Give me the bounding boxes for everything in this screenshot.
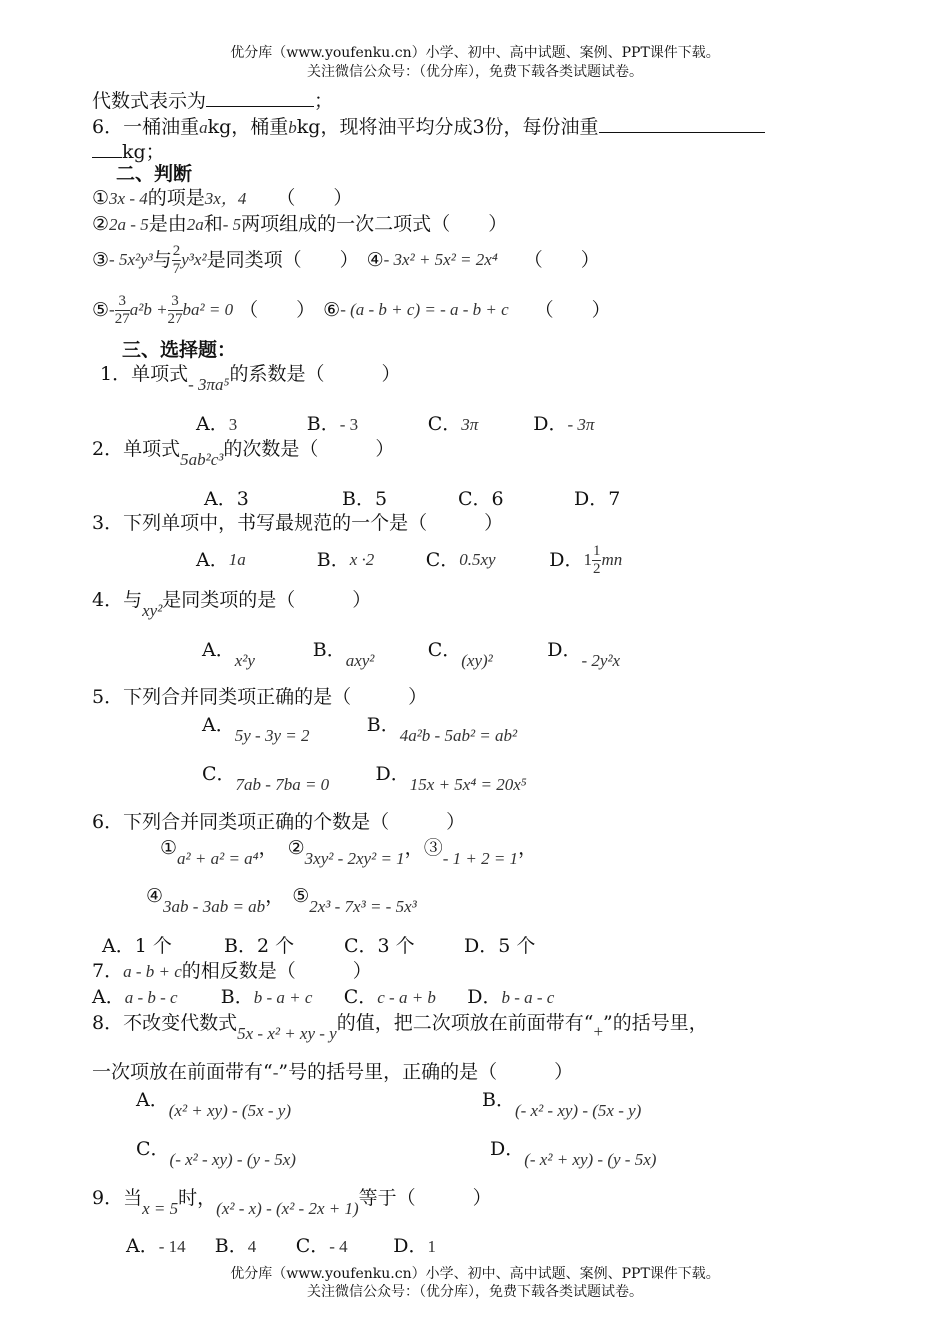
question-number: 6．: [92, 811, 124, 833]
fraction: [115, 293, 130, 328]
fill-q6-text-a: 一桶油重: [123, 116, 200, 138]
math-expr: ba² = 0: [182, 300, 234, 319]
question-text: 下列合并同类项正确的是（ ）: [123, 686, 428, 708]
option-c-label: C．: [136, 1138, 170, 1160]
item-number: ⑤: [92, 299, 110, 321]
separator: ，: [518, 837, 538, 859]
option-a-value: x²y: [234, 651, 255, 670]
judge-item-5-6: [92, 290, 611, 330]
question-text: 的值，把二次项放在前面带有“: [336, 1012, 594, 1034]
option-d: D．5 个: [464, 935, 536, 957]
choice-q6-items-1: [160, 836, 538, 868]
item-number: ④: [366, 249, 384, 271]
math-expr: (x² - x) - (x² - 2x + 1): [216, 1199, 359, 1218]
denominator: 7: [172, 260, 181, 277]
option-b-label: B．: [482, 1089, 515, 1111]
answer-paren: （ ）: [431, 213, 508, 235]
option-b: B．5: [342, 488, 388, 510]
math-expr: x = 5: [142, 1199, 179, 1218]
option-d-value: 15x + 5x⁴ = 20x⁵: [409, 775, 527, 794]
option-b-label: B．: [214, 1235, 248, 1257]
separator: ，: [404, 837, 424, 859]
item-text: 的项是: [147, 187, 205, 209]
option-b-label: B．: [366, 714, 400, 736]
item-number: ⑥: [323, 299, 341, 321]
math-expr: 3x，4: [204, 189, 247, 208]
option-d-label: D．: [547, 639, 582, 661]
fill-q6-text-c: kg，现将油平均分成3份，每份油重: [296, 116, 599, 138]
choice-q9: [92, 1186, 492, 1218]
fraction: [168, 293, 183, 328]
choice-q7: [92, 959, 372, 984]
math-expr: - 3x² + 5x² = 2x⁴: [383, 250, 498, 269]
question-number: 3．: [92, 512, 124, 534]
option-a-label: A．: [196, 413, 229, 435]
option-c-value: - 4: [329, 1237, 348, 1256]
math-expr: - 5x²y³: [109, 250, 153, 269]
math-expr: - (a - b + c) = - a - b + c: [340, 300, 509, 319]
choice-q6-items-2: [146, 884, 417, 916]
option-b-value: 4a²b - 5ab² = ab²: [399, 726, 518, 745]
option-d-label: D．: [375, 763, 410, 785]
math-expr: 5x - x² + xy - y: [237, 1024, 337, 1043]
fill-q5-end: ；: [314, 90, 334, 112]
item-number: ③: [423, 837, 443, 859]
item-text: 与: [152, 249, 172, 271]
choice-q4: [92, 588, 372, 620]
option-c-label: C．: [202, 763, 236, 785]
math-expr: - 5: [222, 215, 242, 234]
option-c-value: 3π: [461, 415, 479, 434]
question-text: 不改变代数式: [123, 1012, 238, 1034]
fraction: [592, 543, 602, 578]
option-a-label: A．: [92, 986, 125, 1008]
item-number: ⑤: [292, 885, 310, 907]
item-number: ①: [92, 187, 110, 209]
question-number: 5．: [92, 686, 124, 708]
option-c-value: 0.5xy: [459, 550, 496, 569]
option-b-label: B．: [306, 413, 340, 435]
page-header-line2: 关注微信公众号：（优分库），免费下载各类试题试卷。: [307, 64, 643, 80]
denominator: 2: [592, 560, 601, 577]
choice-q8-cont: [92, 1060, 573, 1085]
option-d-label: D．: [490, 1138, 525, 1160]
item-number: ①: [160, 837, 178, 859]
question-number: 8．: [92, 1012, 124, 1034]
option-b-label: B．: [312, 639, 346, 661]
question-text: 的系数是（ ）: [229, 363, 401, 385]
math-expr: 2a - 5: [109, 215, 149, 234]
option-c-label: C．: [427, 639, 462, 661]
option-d-value: 1: [427, 1237, 436, 1256]
item-number: ②: [287, 837, 305, 859]
math-expr: y³x²: [181, 250, 207, 269]
option-c-label: C．: [295, 1235, 330, 1257]
choice-q4-options: [202, 638, 621, 670]
choice-q5-options-cd: [202, 762, 527, 794]
option-b-value: b - a + c: [253, 988, 313, 1007]
plus-sign: +: [593, 1022, 604, 1041]
option-a: A．3: [204, 488, 249, 510]
math-expr: a²b +: [129, 300, 168, 319]
option-b-label: B．: [316, 549, 350, 571]
choice-q2-options: [204, 487, 620, 511]
option-d-value: (- x² + xy) - (y - 5x): [524, 1150, 657, 1169]
math-expr: 2x³ - 7x³ = - 5x³: [309, 897, 417, 916]
option-b-value: axy²: [345, 651, 375, 670]
question-number: 7．: [92, 960, 124, 982]
math-expr: 5ab²c³: [180, 450, 224, 469]
question-text: 单项式: [123, 438, 181, 460]
option-a-value: 1a: [228, 550, 246, 569]
choice-q5: [92, 685, 427, 709]
page-footer-line1: 优分库（www.youfenku.cn）小学、初中、高中试题、案例、PPT课件下载。: [230, 1266, 720, 1282]
page-footer-line2: 关注微信公众号：（优分库），免费下载各类试题试卷。: [307, 1284, 643, 1300]
item-number: ③: [92, 249, 110, 271]
option-a-value: - 14: [158, 1237, 186, 1256]
numerator: 2: [172, 242, 181, 259]
option-a-label: A．: [202, 639, 235, 661]
math-expr: 3x - 4: [109, 189, 148, 208]
choice-q6-options: [102, 934, 535, 958]
answer-paren: （ ）: [239, 299, 316, 321]
option-d-value: - 2y²x: [581, 651, 621, 670]
item-text: 是同类项: [206, 249, 283, 271]
choice-q7-options: [92, 985, 554, 1010]
item-text: 两项组成的一次二项式: [241, 213, 432, 235]
answer-paren: （ ）: [534, 299, 611, 321]
fill-q5-tail: [92, 88, 333, 113]
choice-q5-options-ab: [202, 713, 518, 745]
section-title-judge: 二、判断: [116, 163, 193, 185]
page-header-line1: 优分库（www.youfenku.cn）小学、初中、高中试题、案例、PPT课件下载。: [230, 45, 720, 61]
option-c-value: c - a + b: [377, 988, 436, 1007]
math-expr: a² + a² = a⁴: [177, 849, 259, 868]
option-a-label: A．: [202, 714, 235, 736]
option-c-label: C．: [343, 986, 378, 1008]
choice-q8-option-d: [490, 1137, 657, 1169]
separator: ，: [265, 885, 285, 907]
question-text: 一次项放在前面带有“: [92, 1061, 273, 1083]
option-a-value: (x² + xy) - (5x - y): [168, 1101, 291, 1120]
answer-paren: （ ）: [276, 187, 353, 209]
option-c: C．6: [458, 488, 504, 510]
question-text: ”的括号里，: [603, 1012, 708, 1034]
choice-q1: [100, 362, 401, 394]
numerator: 3: [115, 293, 130, 311]
option-d-value: - 3π: [567, 415, 595, 434]
math-sign: -: [109, 300, 115, 319]
math-expr: xy²: [142, 601, 163, 620]
question-text: 的次数是（ ）: [223, 438, 395, 460]
option-d-label: D．: [549, 549, 584, 571]
choice-q3-options: [196, 540, 622, 580]
option-d-label: D．: [393, 1235, 428, 1257]
choice-q8-option-c: [136, 1137, 296, 1169]
question-text: 单项式: [131, 363, 189, 385]
choice-q8-option-a: [136, 1088, 291, 1120]
section-title-choice: 三、选择题：: [122, 339, 237, 361]
denominator: 27: [167, 310, 183, 327]
option-d-whole: 1: [583, 550, 592, 569]
option-b: B．2 个: [224, 935, 295, 957]
fill-q6-text-b: kg，桶重: [207, 116, 289, 138]
math-expr: a - b + c: [123, 962, 182, 981]
option-c: C．3 个: [344, 935, 415, 957]
option-b-value: x ·2: [349, 550, 375, 569]
option-a: A．1 个: [102, 935, 172, 957]
question-number: 4．: [92, 589, 124, 611]
answer-blank: [599, 114, 765, 133]
fill-q5-text: 代数式表示为: [92, 90, 207, 112]
question-text: 下列单项中，书写最规范的一个是（ ）: [123, 512, 504, 534]
question-number: 1．: [100, 363, 132, 385]
question-text: 当: [123, 1187, 143, 1209]
numerator: 3: [168, 293, 183, 311]
math-expr: 3xy² - 2xy² = 1: [304, 849, 405, 868]
question-text: 下列合并同类项正确的个数是（ ）: [123, 811, 466, 833]
option-a-value: a - b - c: [124, 988, 178, 1007]
choice-q1-options: [196, 412, 594, 437]
judge-item-2: [92, 212, 507, 237]
numerator: 1: [592, 542, 601, 559]
option-c-label: C．: [427, 413, 462, 435]
math-var-b: b: [288, 118, 297, 137]
answer-paren: （ ）: [523, 249, 600, 271]
question-number: 2．: [92, 438, 124, 460]
math-expr: - 3πa⁵: [188, 375, 230, 394]
question-text: 等于（ ）: [358, 1187, 492, 1209]
option-d-value: b - a - c: [501, 988, 555, 1007]
question-text: 的相反数是（ ）: [181, 960, 372, 982]
option-c-value: (xy)²: [461, 651, 493, 670]
option-a-value: 5y - 3y = 2: [234, 726, 310, 745]
separator: ，: [258, 837, 278, 859]
option-a-value: 3: [228, 415, 238, 434]
option-b-value: - 3: [339, 415, 359, 434]
option-b-label: B．: [220, 986, 254, 1008]
item-number: ②: [92, 213, 110, 235]
question-number: 9．: [92, 1187, 124, 1209]
judge-item-3-4: [92, 240, 600, 280]
choice-q8: [92, 1011, 708, 1043]
choice-q3: [92, 511, 503, 535]
choice-q2: [92, 437, 395, 469]
option-d: D．7: [574, 488, 621, 510]
denominator: 27: [114, 310, 130, 327]
option-b-value: 4: [247, 1237, 257, 1256]
option-d-label: D．: [467, 986, 502, 1008]
fill-q6-cont: [92, 139, 165, 164]
question-text: ”号的括号里，正确的是（ ）: [278, 1061, 574, 1083]
fill-q6-end: kg；: [122, 141, 165, 163]
option-a-label: A．: [126, 1235, 159, 1257]
question-text: 时，: [178, 1187, 217, 1209]
option-d-label: D．: [533, 413, 568, 435]
fill-q6: [92, 114, 765, 140]
answer-blank: [92, 139, 122, 158]
item-text: 和: [203, 213, 223, 235]
item-text: 是由: [148, 213, 187, 235]
judge-item-1: [92, 186, 352, 211]
choice-q6: [92, 810, 465, 834]
option-d-value: mn: [601, 550, 623, 569]
question-text: 与: [123, 589, 143, 611]
option-c-value: 7ab - 7ba = 0: [235, 775, 330, 794]
answer-blank: [206, 88, 314, 107]
option-a-label: A．: [196, 549, 229, 571]
fraction: [172, 243, 182, 278]
choice-q8-option-b: [482, 1088, 642, 1120]
math-expr: 2a: [186, 215, 204, 234]
option-b-value: (- x² - xy) - (5x - y): [514, 1101, 642, 1120]
math-var-a: a: [199, 118, 208, 137]
answer-paren: （ ）: [282, 249, 359, 271]
option-a-label: A．: [136, 1089, 169, 1111]
option-c-value: (- x² - xy) - (y - 5x): [169, 1150, 296, 1169]
question-number: 6．: [92, 116, 124, 138]
option-c-label: C．: [425, 549, 460, 571]
math-expr: - 1 + 2 = 1: [442, 849, 519, 868]
math-expr: 3ab - 3ab = ab: [163, 897, 266, 916]
choice-q9-options: [126, 1234, 436, 1259]
minus-sign: -: [272, 1063, 279, 1082]
question-text: 是同类项的是（ ）: [162, 589, 372, 611]
item-number: ④: [146, 885, 164, 907]
